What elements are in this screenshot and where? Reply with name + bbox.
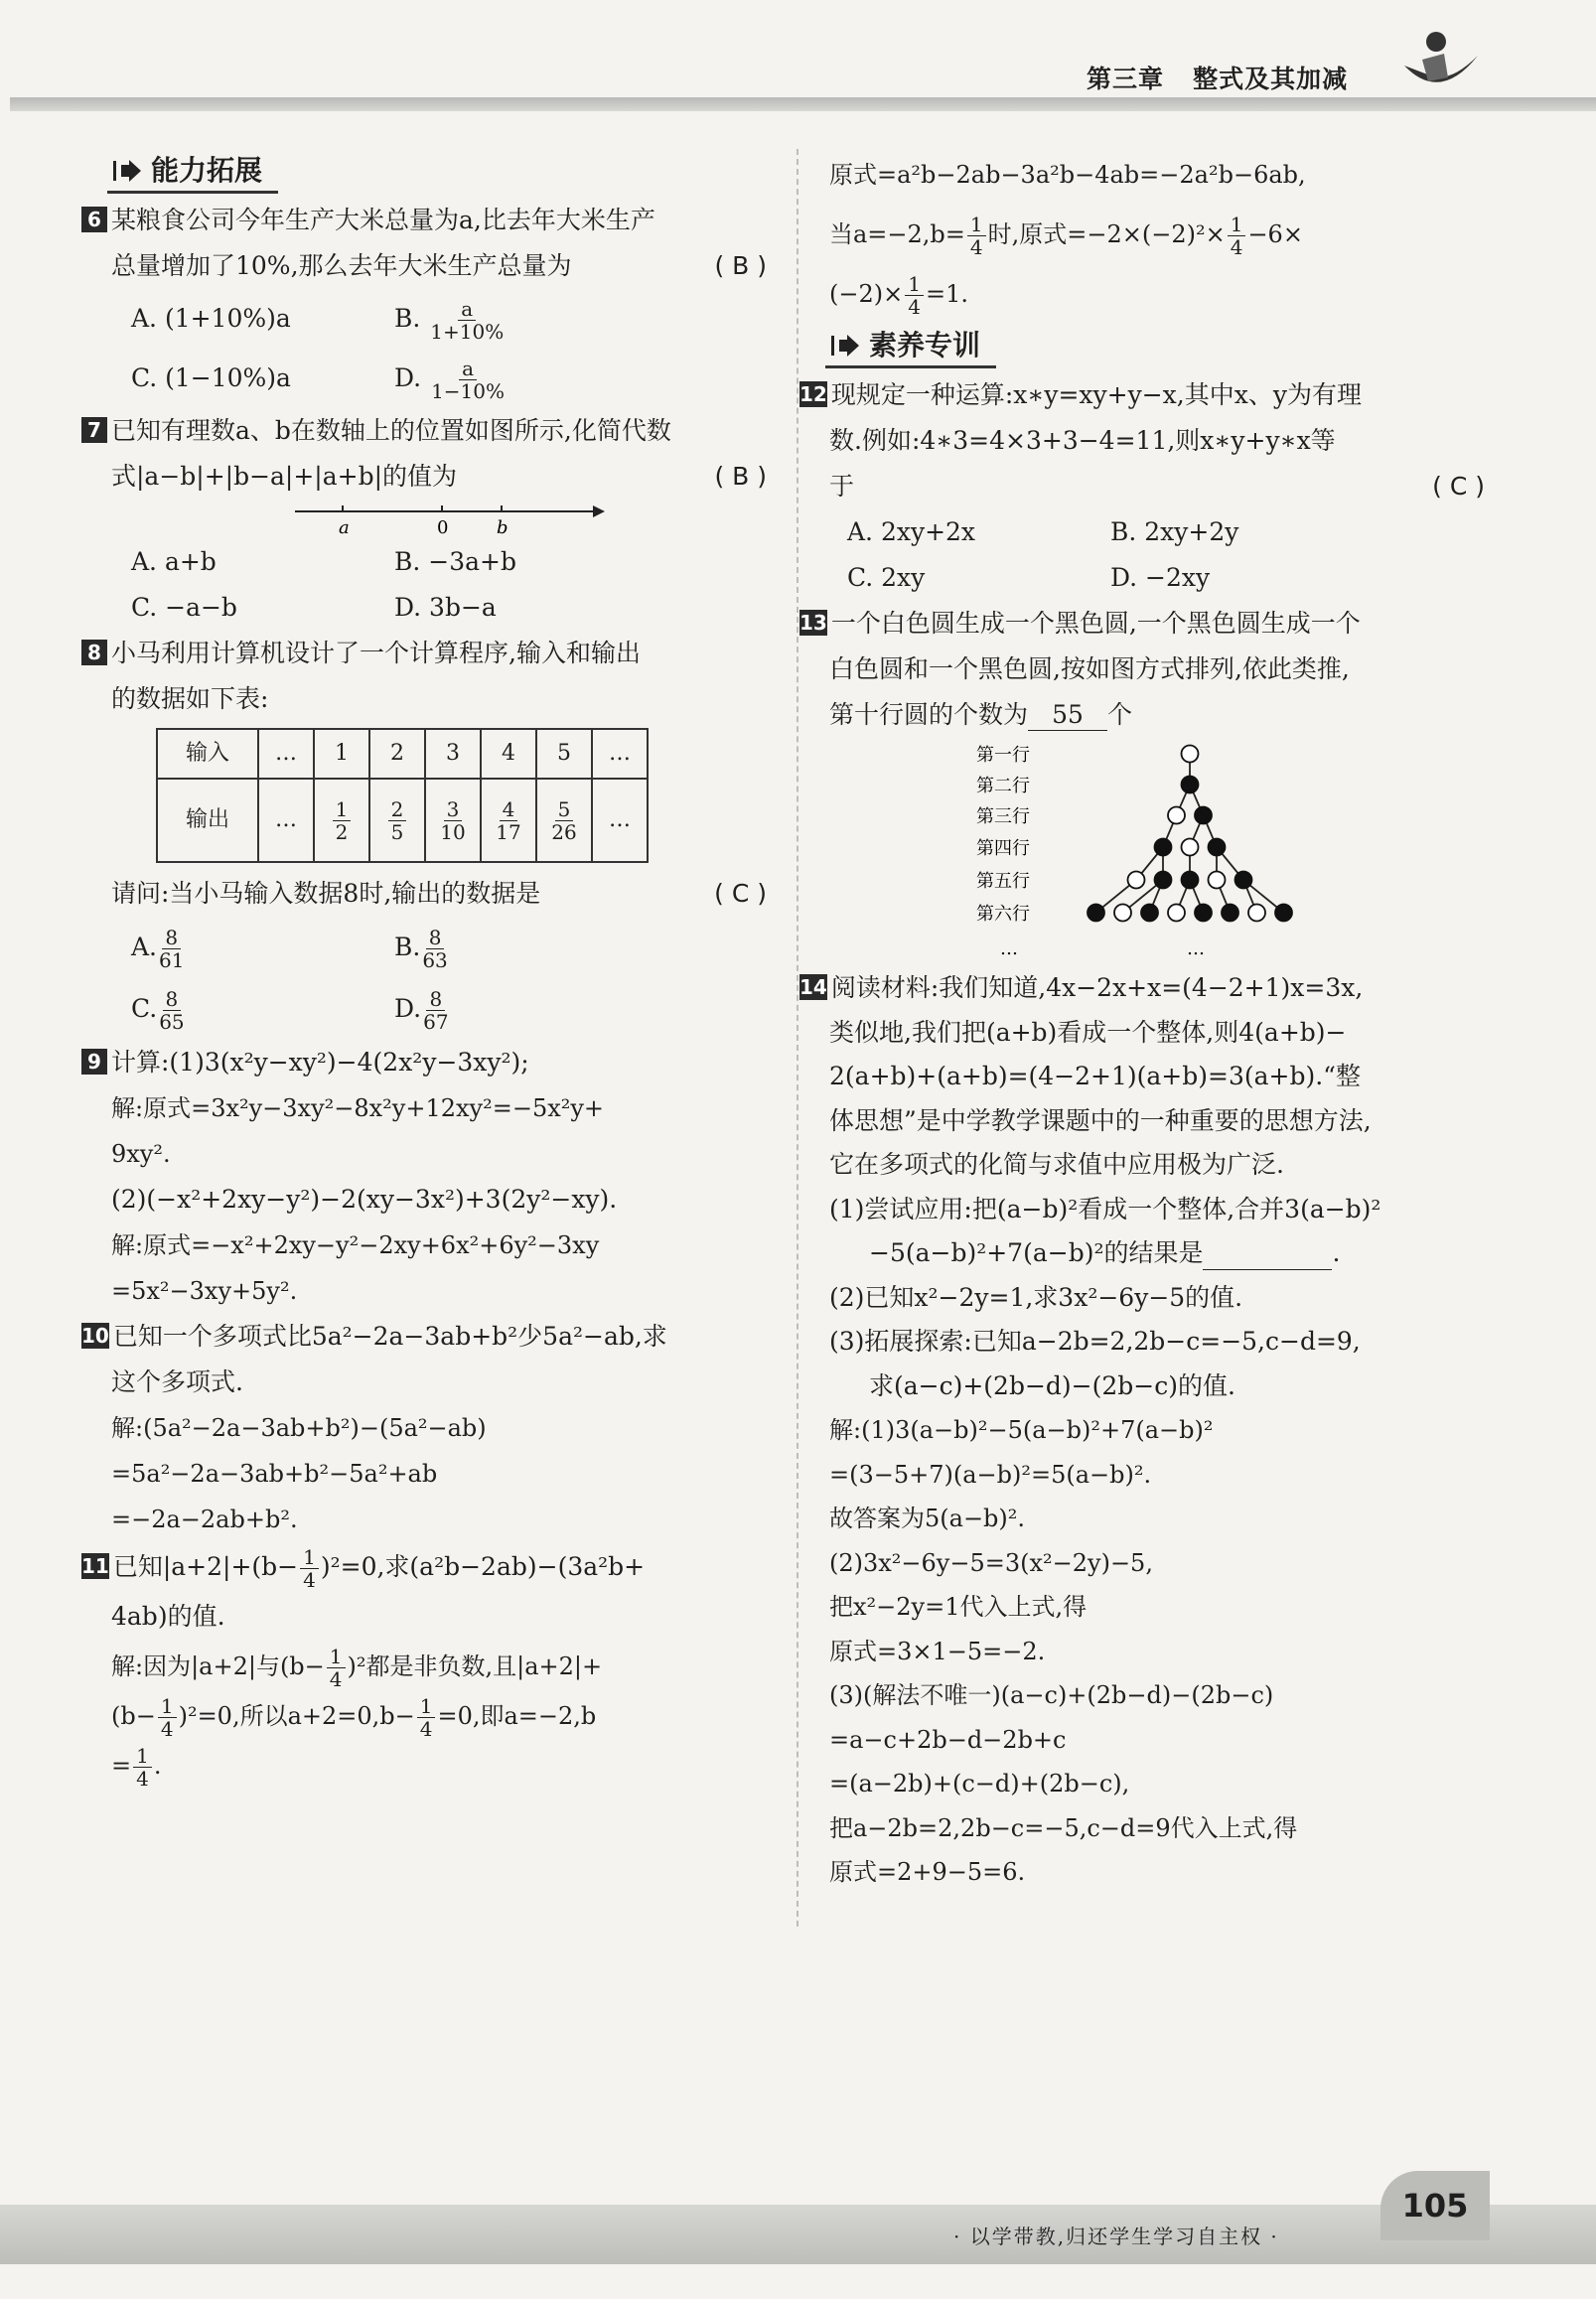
fraction [440, 798, 465, 843]
io-table [156, 728, 649, 863]
denominator: 10 [440, 819, 466, 844]
solution-line: =5x²−3xy+5y². [111, 1277, 298, 1305]
black-circle [1209, 839, 1226, 856]
numerator: 1 [1228, 214, 1246, 236]
solution-line: 把a−2b=2,2b−c=−5,c−d=9代入上式,得 [829, 1813, 1298, 1842]
option-d: D. 3b−a [394, 593, 497, 622]
question-number: 13 [799, 611, 827, 635]
option-a: A. 2xy+2x [847, 517, 976, 546]
fraction [423, 988, 448, 1033]
fraction [905, 273, 924, 318]
white-circle [1248, 905, 1265, 922]
white-circle [1209, 872, 1226, 889]
sub-question: (3)拓展探索:已知a−2b=2,2b−c=−5,c−d=9, [829, 1327, 1361, 1356]
numerator: 4 [500, 798, 518, 821]
numerator: 2 [388, 798, 407, 821]
solution-line: (3)(解法不唯一)(a−c)+(2b−d)−(2b−c) [829, 1681, 1274, 1709]
solution-line: 把x²−2y=1代入上式,得 [829, 1593, 1088, 1621]
solution-line: 原式=2+9−5=6. [829, 1858, 1026, 1886]
option-d: D. −2xy [1110, 563, 1211, 592]
solution-line: =−2a−2ab+b². [111, 1506, 298, 1533]
denominator: 4 [908, 295, 921, 319]
option-label: B. [394, 304, 421, 333]
question-stem: 于 [829, 472, 855, 501]
chapter-number: 第三章 [1087, 65, 1165, 93]
white-circle [1128, 872, 1145, 889]
denominator: 63 [422, 948, 448, 972]
question-12 [799, 372, 1485, 601]
table-row [157, 729, 648, 779]
footer-slogan: · 以学带教,归还学生学习自主权 · [953, 2225, 1279, 2248]
table-cell: … [592, 729, 648, 779]
answer-blank: 55 [1028, 700, 1107, 731]
black-circle [1141, 905, 1158, 922]
question-stem: 已知有理数a、b在数轴上的位置如图所示,化简代数 [111, 416, 671, 445]
question-number: 14 [799, 975, 827, 999]
question-8 [87, 631, 767, 1040]
row-header: 输出 [157, 779, 258, 862]
header-bar [10, 97, 1596, 111]
fraction [159, 988, 184, 1033]
white-circle [1182, 746, 1199, 763]
option-b [394, 289, 692, 349]
numerator: 3 [444, 798, 463, 821]
black-circle [1195, 905, 1212, 922]
question-number: 11 [81, 1554, 109, 1578]
question-stem: 计算:(1)3(x²y−xy²)−4(2x²y−3xy²); [111, 1048, 529, 1077]
numerator: 1 [158, 1695, 177, 1718]
question-11-continued [829, 145, 1485, 324]
row-label: 第三行 [976, 806, 1030, 827]
table-cell: 1 [314, 729, 369, 779]
ellipsis: … [1187, 938, 1205, 959]
row-label: 第四行 [976, 838, 1030, 859]
row-label: 第五行 [976, 871, 1030, 892]
fraction [388, 798, 407, 843]
denominator: 4 [329, 1667, 343, 1691]
option-a: A. a+b [131, 547, 217, 576]
solution-line: 解:原式=−x²+2xy−y²−2xy+6x²+6y²−3xy [111, 1231, 600, 1259]
denominator: 67 [423, 1010, 449, 1034]
question-number: 6 [81, 207, 107, 232]
question-stem: 2(a+b)+(a+b)=(4−2+1)(a+b)=3(a+b).“整 [829, 1062, 1361, 1090]
denominator: 4 [1230, 235, 1243, 259]
section-title: 能力拓展 [151, 154, 263, 187]
solution-line: =(a−2b)+(c−d)+(2b−c), [829, 1770, 1130, 1797]
black-circle [1155, 839, 1172, 856]
solution-line: )²=0,所以a+2=0,b− [178, 1702, 415, 1730]
option-d [394, 349, 692, 408]
section-title: 素养专训 [869, 329, 981, 361]
row-label: 第一行 [976, 745, 1030, 766]
section-heading-ability [107, 151, 278, 194]
fraction [417, 1695, 436, 1740]
table-cell: 4 [481, 729, 536, 779]
option-c: C. −a−b [131, 593, 237, 622]
numerator: 8 [162, 927, 181, 949]
answer-choice: ( C ) [1432, 472, 1485, 501]
table-cell: 3 [425, 729, 481, 779]
row-label: 第二行 [976, 776, 1030, 796]
question-stem: 数.例如:4∗3=4×3+3−4=11,则x∗y+y∗x等 [829, 426, 1336, 455]
option-b [394, 917, 692, 978]
table-cell [481, 779, 536, 862]
question-stem: 式|a−b|+|b−a|+|a+b|的值为 [111, 462, 457, 491]
question-10 [81, 1314, 767, 1542]
arrow-right-icon [113, 159, 143, 183]
number-line [295, 500, 613, 539]
question-stem: 这个多项式. [111, 1367, 243, 1396]
black-circle [1155, 872, 1172, 889]
left-column [81, 149, 767, 1791]
black-circle [1235, 872, 1252, 889]
solution-line: =5a²−2a−3ab+b²−5a²+ab [111, 1460, 438, 1488]
table-cell [536, 779, 592, 862]
question-stem: )²=0,求(a²b−2ab)−(3a²b+ [320, 1552, 646, 1581]
numerator: a [459, 358, 477, 380]
solution-line: (2)3x²−6y−5=3(x²−2y)−5, [829, 1548, 1153, 1577]
fraction [551, 798, 576, 843]
sub-question: (2)已知x²−2y=1,求3x²−6y−5的值. [829, 1282, 1243, 1312]
option-b: B. −3a+b [394, 547, 516, 576]
solution-line: =(3−5+7)(a−b)²=5(a−b)². [829, 1460, 1152, 1489]
fraction [333, 798, 352, 843]
solution-line: (b− [111, 1702, 156, 1730]
numerator: 1 [417, 1695, 436, 1718]
fraction [158, 1695, 177, 1740]
question-stem: 类似地,我们把(a+b)看成一个整体,则4(a+b)− [829, 1017, 1347, 1047]
question-stem: 总量增加了10%,那么去年大米生产总量为 [111, 251, 572, 280]
black-circle [1275, 905, 1292, 922]
sub-question: −5(a−b)²+7(a−b)²的结果是 [869, 1238, 1204, 1267]
option-a: A. (1+10%)a [131, 304, 291, 333]
numerator: 1 [967, 214, 986, 236]
black-circle [1222, 905, 1238, 922]
answer-choice: ( B ) [714, 462, 767, 491]
denominator: 1+10% [430, 320, 505, 344]
table-cell [314, 779, 369, 862]
option-c: C. (1−10%)a [131, 363, 291, 392]
question-stem: 白色圆和一个黑色圆,按如图方式排列,依此类推, [829, 654, 1350, 683]
question-stem: 第十行圆的个数为 [829, 700, 1029, 729]
question-stem: 体思想”是中学教学课题中的一种重要的思想方法, [829, 1105, 1372, 1135]
table-cell: … [258, 779, 314, 862]
denominator: 4 [969, 235, 983, 259]
question-stem: 请问:当小马输入数据8时,输出的数据是 [111, 879, 541, 908]
table-cell [369, 779, 425, 862]
axis-label-b: b [497, 517, 508, 538]
question-14: 14 阅读材料:我们知道,4x−2x+x=(4−2+1)x=3x, 类似地,我们把(a+b)看成一个整体,则4(a+b)− 2(a+b)+(a+b)=(4−2+1)(a+b)=3(a+b).“整 体思想”是中学教学课题中的一种重要的思想方法, 它在多项式的化简与求值中应用极为广泛. (1)尝试应用:把(a−b)²看成一个整体,合并3(a−b)² −5(a−b)²+7(a−b)²的结果是 . (2)已知x²−2y=1,求3x²−6y−5的值. (3)拓展探索:已知a−2b=2,2b−c=−5,c−d=9, 求(a−c)+(2b−d)−(2b−c)的值. 解:(1)3(a−b)²−5(a−b)²+7(a−b)² =(3−5+7)(a−b)²=5(a−b)². 故答案为5(a−b)². (2)3x²−6y−5=3(x²−2y)−5, 把x²−2y=1代入上式,得 原式=3×1−5=−2. (3)(解法不唯一)(a−c)+(2b−d)−(2b−c) =a−c+2b−d−2b+c =(a−2b)+(c−d)+(2b−c), 把a−2b=2,2b−c=−5,c−d=9代入上式,得 原式=2+9−5=6. [829, 966, 1485, 1895]
numerator: 8 [426, 988, 445, 1011]
table-cell: 2 [369, 729, 425, 779]
question-11: 11 已知|a+2|+(b− $\frac{1}{4}$ )²=0,求(a²b−2ab)−(3a²b+ 4ab)的值. 解:因为|a+2|与(b− $\frac{1}{4}$ )²都是非负数,且|a+2|+ (b− $\frac{1}{4}$ )²=0,所以a+2=0,b− $\frac{1}{4}$ =0,即a=−2,b = $\frac{1}{4}$ . [111, 1542, 767, 1791]
solution-line: 9xy². [111, 1140, 171, 1168]
solution-line: 原式=a²b−2ab−3a²b−4ab=−2a²b−6ab, [829, 161, 1306, 189]
question-9 [87, 1040, 767, 1314]
option-b: B. 2xy+2y [1110, 517, 1239, 546]
numerator: 8 [426, 927, 445, 949]
fraction [422, 927, 447, 971]
question-13 [799, 601, 1485, 966]
axis-label-a: a [339, 517, 350, 538]
numerator: 1 [905, 273, 924, 296]
question-stem: 阅读材料:我们知道,4x−2x+x=(4−2+1)x=3x, [830, 973, 1364, 1002]
solution-line: 解:原式=3x²y−3xy²−8x²y+12xy²=−5x²y+ [111, 1094, 605, 1122]
question-number: 8 [81, 640, 107, 665]
fraction [430, 298, 504, 343]
solution-line: 解:(5a²−2a−3ab+b²)−(5a²−ab) [111, 1414, 487, 1442]
option-label: D. [394, 363, 422, 392]
denominator: 5 [390, 819, 404, 844]
section-heading-literacy [825, 326, 996, 368]
numerator: a [458, 298, 476, 321]
fraction [431, 358, 505, 402]
question-stem: 4ab)的值. [111, 1602, 225, 1631]
solution-line: 当a=−2,b= [829, 220, 965, 248]
question-7 [87, 408, 767, 631]
solution-line: )²都是非负数,且|a+2|+ [347, 1652, 603, 1680]
option-label: A. [131, 933, 158, 961]
chapter-title [1087, 60, 1348, 95]
option-d [394, 978, 692, 1040]
black-circle [1195, 807, 1212, 824]
arrow-right-icon [831, 334, 861, 358]
question-6 [87, 198, 767, 408]
table-cell: … [592, 779, 648, 862]
fraction [300, 1546, 319, 1591]
sub-question: 求(a−c)+(2b−d)−(2b−c)的值. [869, 1370, 1235, 1400]
option-c: C. 2xy [847, 563, 926, 592]
option-label: D. [394, 994, 422, 1023]
right-column [799, 145, 1485, 1895]
option-label: C. [131, 994, 158, 1023]
fraction [496, 798, 520, 843]
fraction [159, 927, 184, 971]
solution-line: 解:(1)3(a−b)²−5(a−b)²+7(a−b)² [829, 1416, 1214, 1444]
question-stem: 现规定一种运算:x∗y=xy+y−x,其中x、y为有理 [830, 380, 1362, 409]
option-c [131, 978, 394, 1040]
table-cell: … [258, 729, 314, 779]
denominator: 4 [419, 1717, 433, 1741]
denominator: 4 [160, 1717, 174, 1741]
question-stem: 小马利用计算机设计了一个计算程序,输入和输出 [111, 639, 641, 667]
solution-line: 故答案为5(a−b)². [829, 1505, 1026, 1532]
solution-line: (−2)× [829, 280, 904, 308]
sub-question: (1)尝试应用:把(a−b)²看成一个整体,合并3(a−b)² [829, 1194, 1381, 1223]
numerator: 1 [133, 1745, 152, 1768]
denominator: 17 [496, 819, 521, 844]
answer-blank [1203, 1239, 1332, 1270]
solution-line: =0,即a=−2,b [437, 1702, 597, 1730]
fraction [967, 214, 986, 258]
solution-line: 解:因为|a+2|与(b− [111, 1652, 325, 1680]
numerator: 1 [300, 1546, 319, 1569]
axis-label-zero: 0 [437, 517, 449, 538]
denominator: 26 [551, 819, 577, 844]
question-stem: 它在多项式的化简与求值中应用极为广泛. [829, 1150, 1284, 1179]
black-circle [1088, 905, 1104, 922]
book-reader-logo-icon [1400, 26, 1480, 105]
denominator: 65 [159, 1010, 185, 1034]
row-header: 输入 [157, 729, 258, 779]
solution-line: =a−c+2b−d−2b+c [829, 1725, 1067, 1754]
table-row [157, 779, 648, 862]
page-number: 105 [1380, 2171, 1490, 2240]
numerator: 1 [333, 798, 352, 821]
question-stem: 一个白色圆生成一个黑色圆,一个黑色圆生成一个 [830, 609, 1361, 638]
circle-tree-diagram [976, 738, 1334, 966]
chapter-name: 整式及其加减 [1193, 65, 1349, 93]
question-number: 10 [81, 1324, 109, 1348]
question-stem: 的数据如下表: [111, 684, 269, 713]
question-number: 12 [799, 382, 827, 406]
row-label: 第六行 [976, 904, 1030, 925]
solution-line: −6× [1247, 220, 1303, 248]
solution-line: = [111, 1752, 132, 1780]
fraction [133, 1745, 152, 1790]
numerator: 8 [163, 988, 182, 1011]
black-circle [1182, 872, 1199, 889]
white-circle [1168, 905, 1185, 922]
denominator: 61 [159, 948, 185, 972]
solution-line: =1. [925, 280, 968, 308]
black-circle [1182, 777, 1199, 793]
option-label: B. [394, 933, 421, 961]
solution-line: 原式=3×1−5=−2. [829, 1637, 1046, 1665]
question-stem: 已知|a+2|+(b− [112, 1552, 299, 1581]
table-cell [425, 779, 481, 862]
numerator: 5 [555, 798, 574, 821]
denominator: 4 [136, 1767, 149, 1791]
white-circle [1114, 905, 1131, 922]
question-number: 9 [81, 1049, 107, 1075]
column-divider [797, 149, 798, 1927]
fraction [327, 1646, 346, 1690]
option-a [131, 917, 394, 978]
question-stem: 已知一个多项式比5a²−2a−3ab+b²少5a²−ab,求 [112, 1322, 667, 1351]
white-circle [1182, 839, 1199, 856]
question-stem: 个 [1107, 700, 1133, 729]
ellipsis: … [1000, 938, 1018, 959]
footer-bar [0, 2205, 1596, 2264]
question-number: 7 [81, 417, 107, 443]
table-cell: 5 [536, 729, 592, 779]
solution-line: 时,原式=−2×(−2)²× [987, 220, 1226, 248]
denominator: 1−10% [431, 379, 505, 403]
denominator: 4 [303, 1568, 316, 1592]
question-stem: 某粮食公司今年生产大米总量为a,比去年大米生产 [111, 206, 655, 234]
question-stem: (2)(−x²+2xy−y²)−2(xy−3x²)+3(2y²−xy). [111, 1185, 618, 1214]
numerator: 1 [327, 1646, 346, 1668]
white-circle [1168, 807, 1185, 824]
denominator: 2 [335, 819, 349, 844]
fraction [1228, 214, 1246, 258]
answer-choice: ( C ) [714, 879, 767, 908]
answer-choice: ( B ) [714, 251, 767, 280]
